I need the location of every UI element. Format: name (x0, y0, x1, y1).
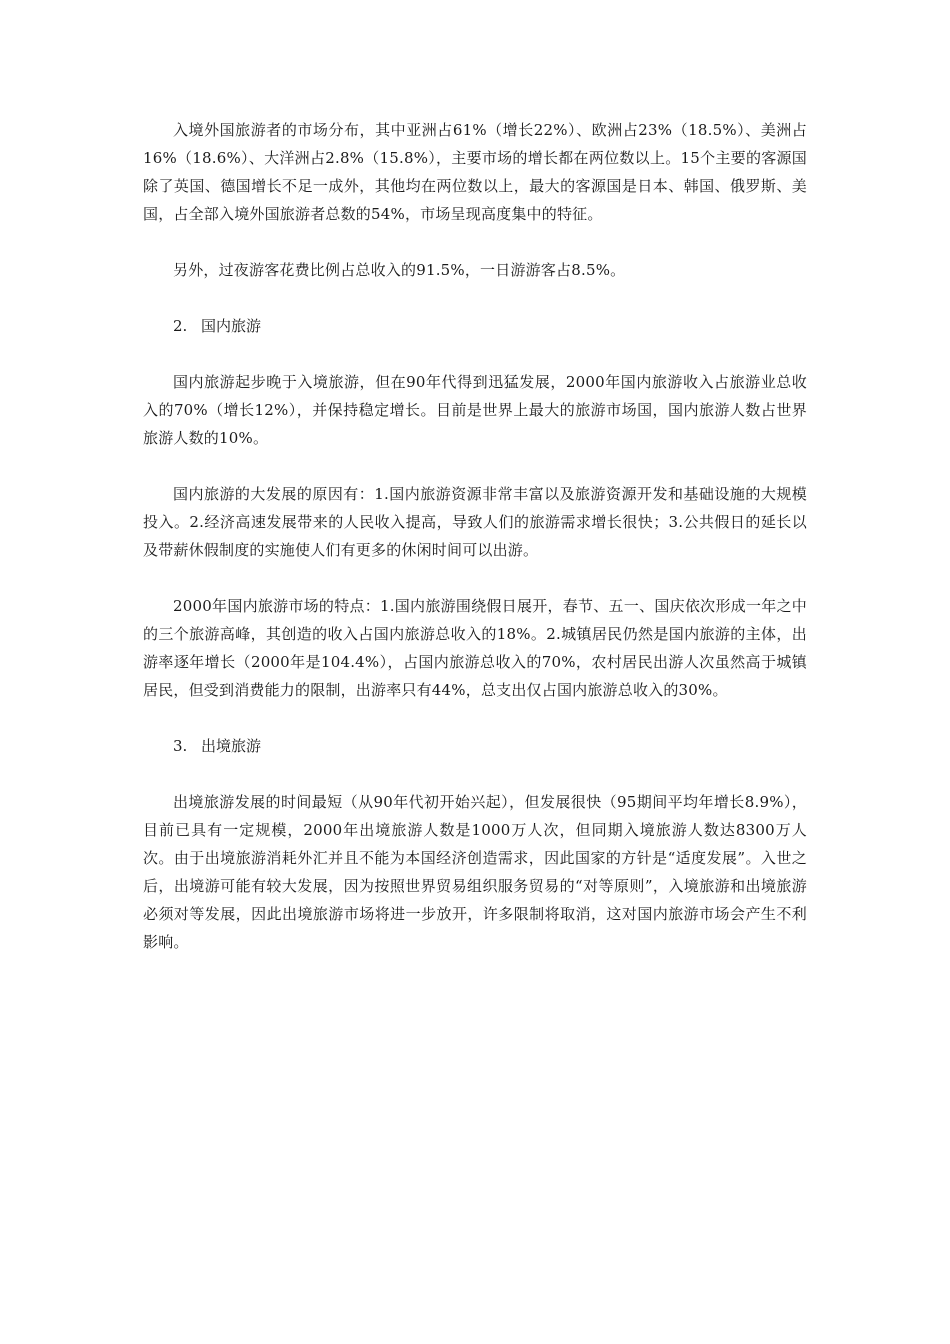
section-number: 3. (173, 737, 188, 755)
section-heading-domestic (143, 312, 807, 340)
section-heading-outbound (143, 732, 807, 760)
section-title: 出境旅游 (201, 737, 262, 755)
paragraph-domestic-reasons: 国内旅游的大发展的原因有：1.国内旅游资源非常丰富以及旅游资源开发和基础设施的大规模投入。2.经济高速发展带来的人民收入提高，导致人们的旅游需求增长很快；3.公共假日的延长以及带薪休假制度的实施使人们有更多的休闲时间可以出游。 (143, 485, 807, 559)
paragraph-inbound-market: 入境外国旅游者的市场分布，其中亚洲占61%（增长22%）、欧洲占23%（18.5%）、美洲占16%（18.6%）、大洋洲占2.8%（15.8%），主要市场的增长都在两位数以上。15个主要的客源国除了英国、德国增长不足一成外，其他均在两位数以上，最大的客源国是日本、韩国、俄罗斯、美国，占全部入境外国旅游者总数的54%，市场呈现高度集中的特征。 (143, 121, 807, 223)
paragraph-domestic-features: 2000年国内旅游市场的特点：1.国内旅游围绕假日展开，春节、五一、国庆依次形成一年之中的三个旅游高峰，其创造的收入占国内旅游总收入的18%。2.城镇居民仍然是国内旅游的主体，出游率逐年增长（2000年是104.4%），占国内旅游总收入的70%，农村居民出游人次虽然高于城镇居民，但受到消费能力的限制，出游率只有44%，总支出仅占国内旅游总收入的30%。 (143, 597, 807, 699)
document-body (143, 116, 807, 984)
paragraph-domestic-overview: 国内旅游起步晚于入境旅游，但在90年代得到迅猛发展，2000年国内旅游收入占旅游业总收入的70%（增长12%），并保持稳定增长。目前是世界上最大的旅游市场国，国内旅游人数占世界旅游人数的10%。 (143, 373, 807, 447)
section-title: 国内旅游 (201, 317, 262, 335)
paragraph-overnight-ratio: 另外，过夜游客花费比例占总收入的91.5%，一日游游客占8.5%。 (173, 261, 626, 279)
paragraph-outbound: 出境旅游发展的时间最短（从90年代初开始兴起），但发展很快（95期间平均年增长8.9%），目前已具有一定规模，2000年出境旅游人数是1000万人次，但同期入境旅游人数达8300万人次。由于出境旅游消耗外汇并且不能为本国经济创造需求，因此国家的方针是“适度发展”。入世之后，出境游可能有较大发展，因为按照世界贸易组织服务贸易的“对等原则”，入境旅游和出境旅游必须对等发展，因此出境旅游市场将进一步放开，许多限制将取消，这对国内旅游市场会产生不利影响。 (143, 793, 807, 951)
section-number: 2. (173, 317, 188, 335)
